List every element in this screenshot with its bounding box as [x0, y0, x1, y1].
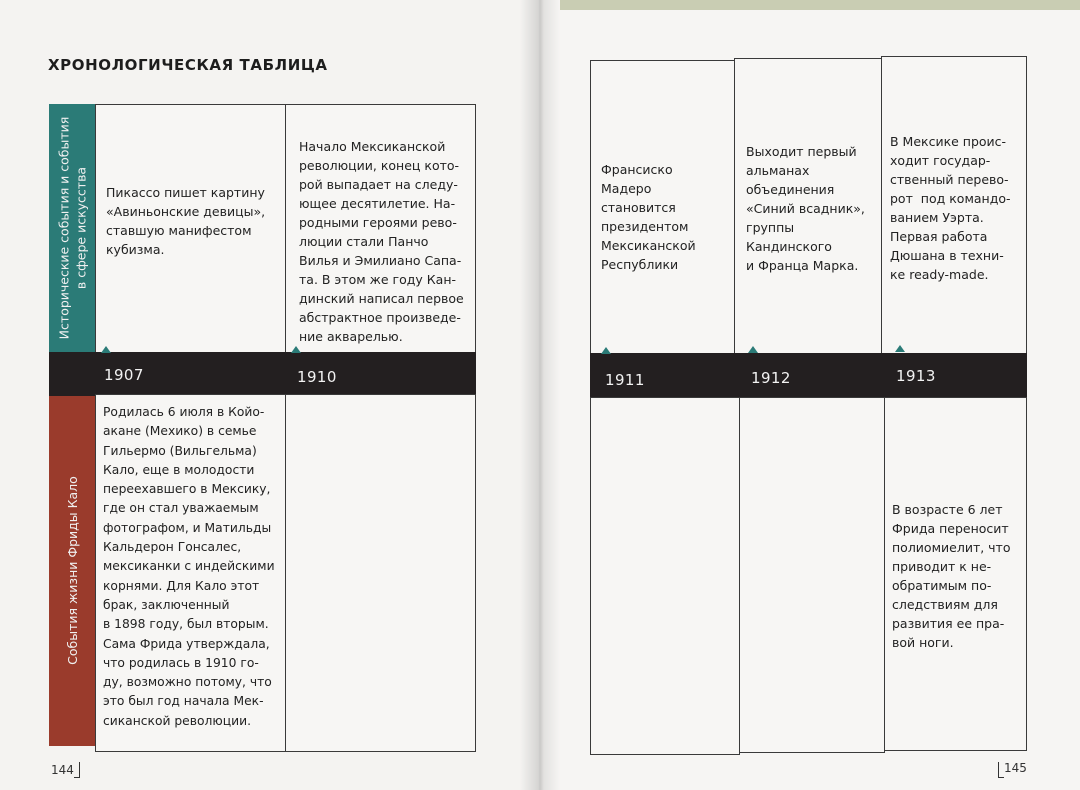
history-text-1911: Франсиско Мадеро становится президентом Мексиканской Республики — [601, 162, 696, 272]
marker-1907-up — [101, 346, 111, 353]
history-text-1910: Начало Мексиканской революции, конец кото- рой выпадает на следу- ющее десятилетие. На- родными героями рево- люции стали Панчо Вилья и Эмилиано Сапа- та. В этом же году Кан- динский написал первое абстрактное произведе- ние акварелью. — [299, 139, 464, 344]
frida-text-1913: В возрасте 6 лет Фрида переносит полиомиелит, что приводит к не- обратимым по- следствиям для развития ее пра- вой ноги. — [892, 502, 1011, 650]
left-page — [0, 0, 538, 790]
book-spine — [520, 0, 560, 790]
timeline-bar-right — [590, 353, 1027, 398]
history-text-1912: Выходит первый альманах объединения «Синий всадник», группы Кандинского и Франца Марка. — [746, 144, 865, 273]
frida-cell-1911 — [590, 397, 740, 755]
marker-1913-up — [895, 345, 905, 352]
frida-cell-1912 — [739, 397, 885, 753]
year-1911: 1911 — [605, 371, 645, 389]
year-1907: 1907 — [104, 366, 144, 384]
frida-row-label-text: События жизни Фриды Кало — [64, 475, 80, 665]
marker-1910-up — [291, 346, 301, 353]
page-number-left: 144 — [51, 763, 74, 777]
marker-1911-up — [601, 347, 611, 354]
year-1910: 1910 — [297, 368, 337, 386]
page-number-left-bracket — [74, 762, 80, 778]
frida-row-label — [49, 394, 95, 746]
page-edge — [560, 0, 1080, 10]
marker-1912-up — [748, 346, 758, 353]
year-1912: 1912 — [751, 369, 791, 387]
right-page — [538, 0, 1080, 790]
history-text-1913: В Мексике проис- ходит государ- ственный перево- рот под командо- ванием Уэрта. Первая работа Дюшана в техни- ке ready-made. — [890, 134, 1011, 282]
page-number-right: 145 — [1004, 761, 1027, 775]
year-1913: 1913 — [896, 367, 936, 385]
history-row-label — [49, 104, 95, 352]
page-heading: ХРОНОЛОГИЧЕСКАЯ ТАБЛИЦА — [48, 56, 328, 74]
frida-cell-1910 — [285, 394, 476, 752]
frida-text-1907: Родилась 6 июля в Койо- акане (Мехико) в семье Гильермо (Вильгельма) Кало, еще в молодости переехавшего в Мексику, где он стал уважаемым фотографом, и Матильды Кальдерон Гонсалес, мексиканки с индейскими корнями. Для Кало этот брак, заключенный в 1898 году, был вторым. Сама Фрида утверждала, что родилась в 1910 го- ду, возможно потому, что это был год начала Мек- сиканской революции. — [103, 405, 275, 728]
history-row-label-text: Исторические события и события в сфере искусства — [56, 116, 88, 340]
history-text-1907: Пикассо пишет картину «Авиньонские девицы», ставшую манифестом кубизма. — [106, 185, 266, 257]
